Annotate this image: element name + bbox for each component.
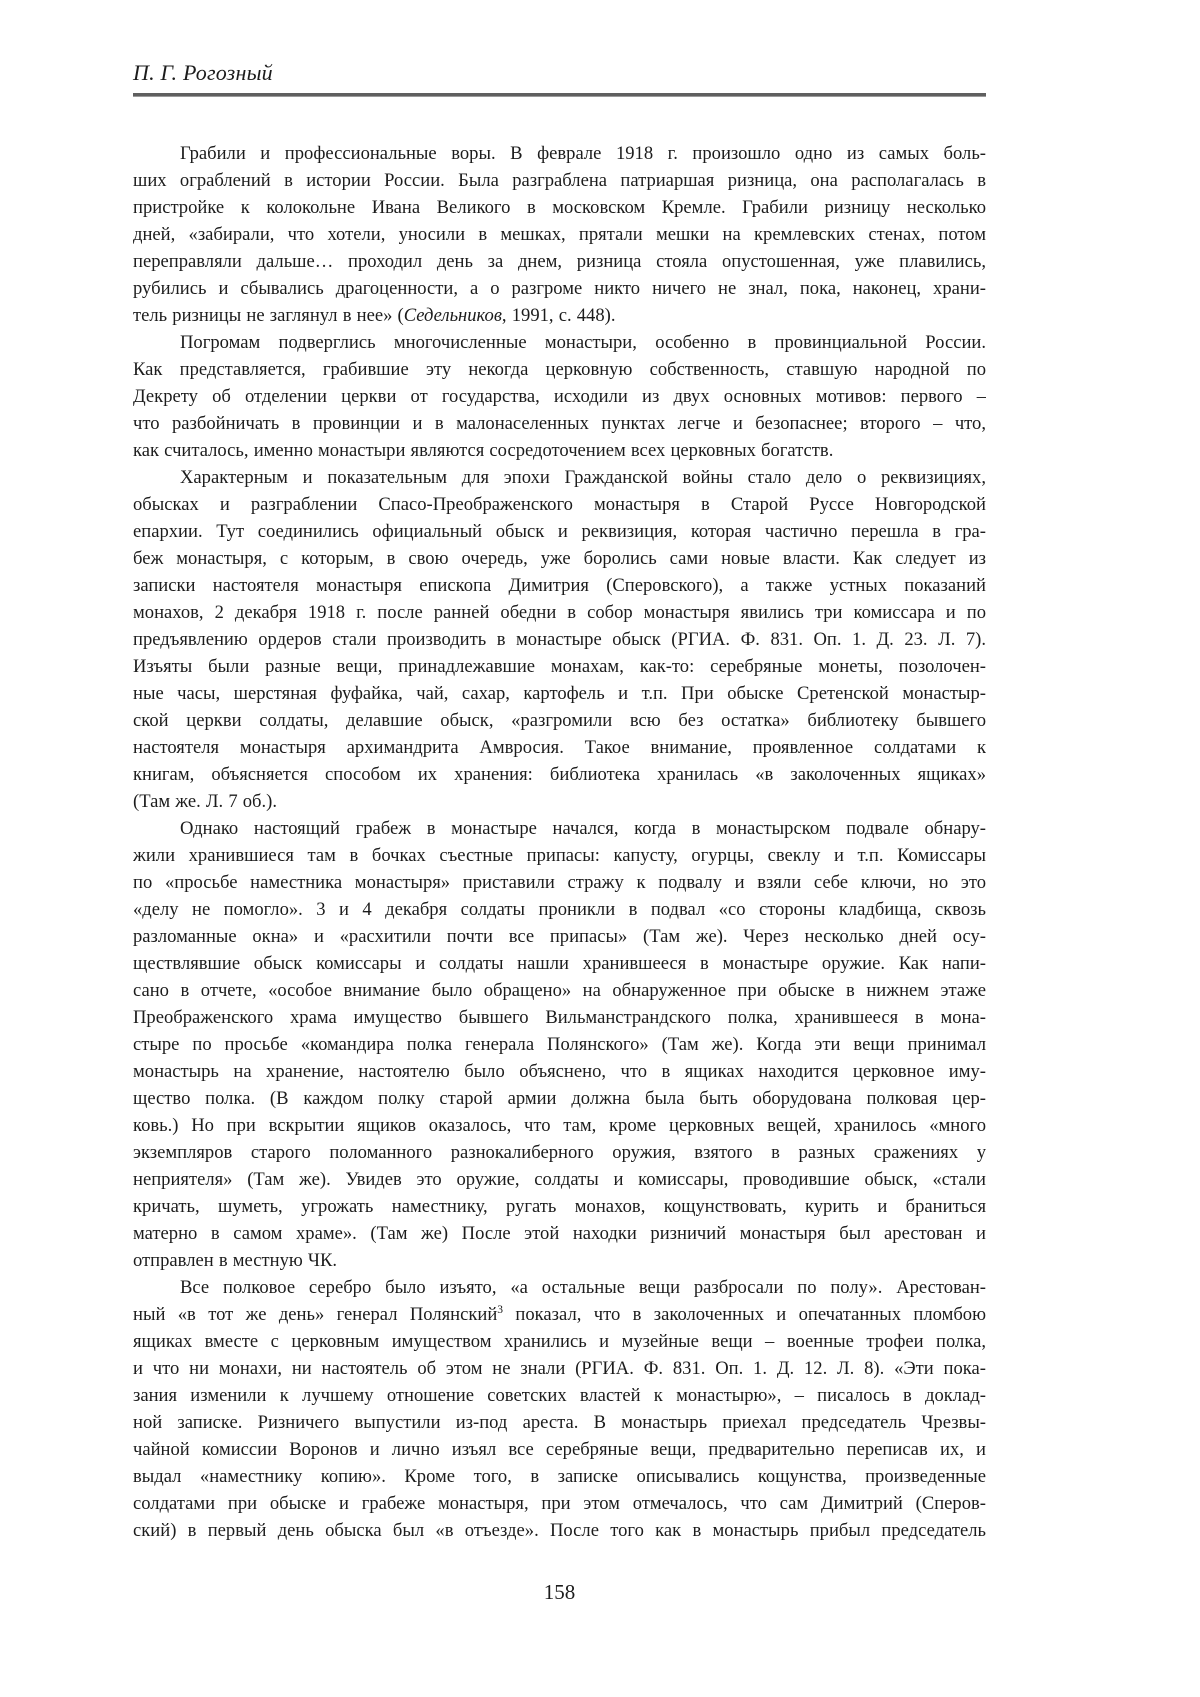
- text-line: Грабили и профессиональные воры. В феврале 1918 г. произошло одно из самых боль-: [180, 143, 986, 164]
- text-line: тель ризницы не заглянул в нее» (Седельников, 1991, с. 448).: [133, 305, 616, 326]
- text-line: Декрету об отделении церкви от государства, исходили из двух основных мотивов: первого –: [133, 386, 986, 407]
- text-line: Однако настоящий грабеж в монастыре начался, когда в монастырском подвале обнару-: [180, 818, 986, 839]
- text-line: ной записке. Ризничего выпустили из-под ареста. В монастырь приехал председатель Чрезвы-: [133, 1412, 986, 1433]
- text-line: экземпляров старого поломанного разнокалиберного оружия, взятого в разных сражениях у: [133, 1142, 986, 1163]
- paragraph: [133, 329, 986, 464]
- text-line: сано в отчете, «особое внимание было обращено» на обнаруженное при обыске в нижнем этаже: [133, 980, 986, 1001]
- text-line: как считалось, именно монастыри являются сосредоточением всех церковных богатств.: [133, 440, 834, 461]
- text-line: монастырь на хранение, настоятелю было объяснено, что в ящиках находится церковное иму-: [133, 1061, 986, 1082]
- text-line: чайной комиссии Воронов и лично изъял все серебряные вещи, предварительно переписав их, и: [133, 1439, 986, 1460]
- text-line: кричать, шуметь, угрожать наместнику, ругать монахов, кощунствовать, курить и браниться: [133, 1196, 986, 1217]
- header-rule: [133, 93, 986, 97]
- paragraph: [133, 815, 986, 1274]
- text-line: настоятеля монастыря архимандрита Амвросия. Такое внимание, проявленное солдатами к: [133, 737, 986, 758]
- text-line: епархии. Тут соединились официальный обыск и реквизиция, которая частично перешла в гра-: [133, 521, 986, 542]
- paragraph: [133, 464, 986, 815]
- text-line: рубились и сбывались драгоценности, а о разгроме никто ничего не знал, пока, наконец, храни-: [133, 278, 986, 299]
- text-line: переправляли дальше… проходил день за днем, ризница стояла опустошенная, уже плавились,: [133, 251, 986, 272]
- text-line: и что ни монахи, ни настоятель об этом не знали (РГИА. Ф. 831. Оп. 1. Д. 12. Л. 8). «Эти пока-: [133, 1358, 986, 1379]
- text-line: Погромам подверглись многочисленные монастыри, особенно в провинциальной России.: [180, 332, 986, 353]
- text-line: Характерным и показательным для эпохи Гражданской войны стало дело о реквизициях,: [180, 467, 986, 488]
- running-head: [133, 58, 986, 88]
- text-line: Изъяты были разные вещи, принадлежавшие монахам, как-то: серебряные монеты, позолочен-: [133, 656, 986, 677]
- text-line: записки настоятеля монастыря епископа Димитрия (Сперовского), а также устных показаний: [133, 575, 986, 596]
- text-line: предъявлению ордеров стали производить в монастыре обыск (РГИА. Ф. 831. Оп. 1. Д. 23. Л. 7).: [133, 629, 986, 650]
- text-line: книгам, объясняется способом их хранения: библиотека хранилась «в заколоченных ящиках»: [133, 764, 986, 785]
- body-text: [133, 140, 986, 1544]
- text-line: «делу не помогло». 3 и 4 декабря солдаты проникли в подвал «со стороны кладбища, сквозь: [133, 899, 986, 920]
- text-line: матерно в самом храме». (Там же) После этой находки ризничий монастыря был арестован и: [133, 1223, 986, 1244]
- text-line: дней, «забирали, что хотели, уносили в мешках, прятали мешки на кремлевских стенах, потом: [133, 224, 986, 245]
- text-line: ших ограблений в истории России. Была разграблена патриаршая ризница, она располагалась в: [133, 170, 986, 191]
- text-line: что разбойничать в провинции и в малонаселенных пунктах легче и безопаснее; второго – что,: [133, 413, 986, 434]
- text-line: ный «в тот же день» генерал Полянский$^3$ показал, что в заколоченных и опечатанных пломбою: [133, 1303, 986, 1325]
- text-line: стыре по просьбе «командира полка генерала Полянского» (Там же). Когда эти вещи принимал: [133, 1034, 986, 1055]
- text-line: обысках и разграблении Спасо-Преображенского монастыря в Старой Руссе Новгородской: [133, 494, 986, 515]
- text-line: беж монастыря, с которым, в свою очередь, уже боролись сами новые власти. Как следует из: [133, 548, 986, 569]
- page-number: 158: [543, 1580, 576, 1604]
- text-line: по «просьбе наместника монастыря» приставили стражу к подвалу и взяли себе ключи, но это: [133, 872, 986, 893]
- text-line: зания изменили к лучшему отношение советских властей к монастырю», – писалось в доклад-: [133, 1385, 986, 1406]
- text-line: ский) в первый день обыска был «в отъезде». После того как в монастырь прибыл председатель: [133, 1520, 986, 1541]
- text-line: неприятеля» (Там же). Увидев это оружие, солдаты и комиссары, проводившие обыск, «стали: [133, 1169, 986, 1190]
- text-line: выдал «наместнику копию». Кроме того, в записке описывались кощунства, произведенные: [133, 1466, 986, 1487]
- text-line: ковь.) Но при вскрытии ящиков оказалось, что там, кроме церковных вещей, хранилось «много: [133, 1115, 986, 1136]
- text-line: ской церкви солдаты, делавшие обыск, «разгромили всю без остатка» библиотеку бывшего: [133, 710, 986, 731]
- text-line: ные часы, шерстяная фуфайка, чай, сахар, картофель и т.п. При обыске Сретенской монастыр-: [133, 683, 986, 704]
- text-line: Преображенского храма имущество бывшего Вильманстрандского полка, хранившееся в мона-: [133, 1007, 986, 1028]
- paragraph: [133, 140, 986, 329]
- text-line: разломанные окна» и «расхитили почти все припасы» (Там же). Через несколько дней осу-: [133, 926, 986, 947]
- text-line: пристройке к колокольне Ивана Великого в московском Кремле. Грабили ризницу несколько: [133, 197, 986, 218]
- running-head-author: П. Г. Рогозный: [133, 60, 273, 85]
- text-line: солдатами при обыске и грабеже монастыря, при этом отмечалось, что сам Димитрий (Сперов-: [133, 1493, 986, 1514]
- text-line: жили хранившиеся там в бочках съестные припасы: капусту, огурцы, свеклу и т.п. Комиссары: [133, 845, 986, 866]
- text-line: щество полка. (В каждом полку старой армии должна была быть оборудована полковая цер-: [133, 1088, 986, 1109]
- text-line: ящиках вместе с церковным имуществом хранились и музейные вещи – военные трофеи полка,: [133, 1331, 986, 1352]
- text-line: отправлен в местную ЧК.: [133, 1250, 338, 1271]
- paragraph: [133, 1274, 986, 1544]
- text-line: (Там же. Л. 7 об.).: [133, 791, 278, 812]
- text-line: Все полковое серебро было изъято, «а остальные вещи разбросали по полу». Арестован-: [180, 1277, 986, 1298]
- text-line: ществлявшие обыск комиссары и солдаты нашли хранившееся в монастыре оружие. Как напи-: [133, 953, 986, 974]
- text-line: монахов, 2 декабря 1918 г. после ранней обедни в собор монастыря явились три комиссара и по: [133, 602, 986, 623]
- text-line: Как представляется, грабившие эту некогда церковную собственность, ставшую народной по: [133, 359, 986, 380]
